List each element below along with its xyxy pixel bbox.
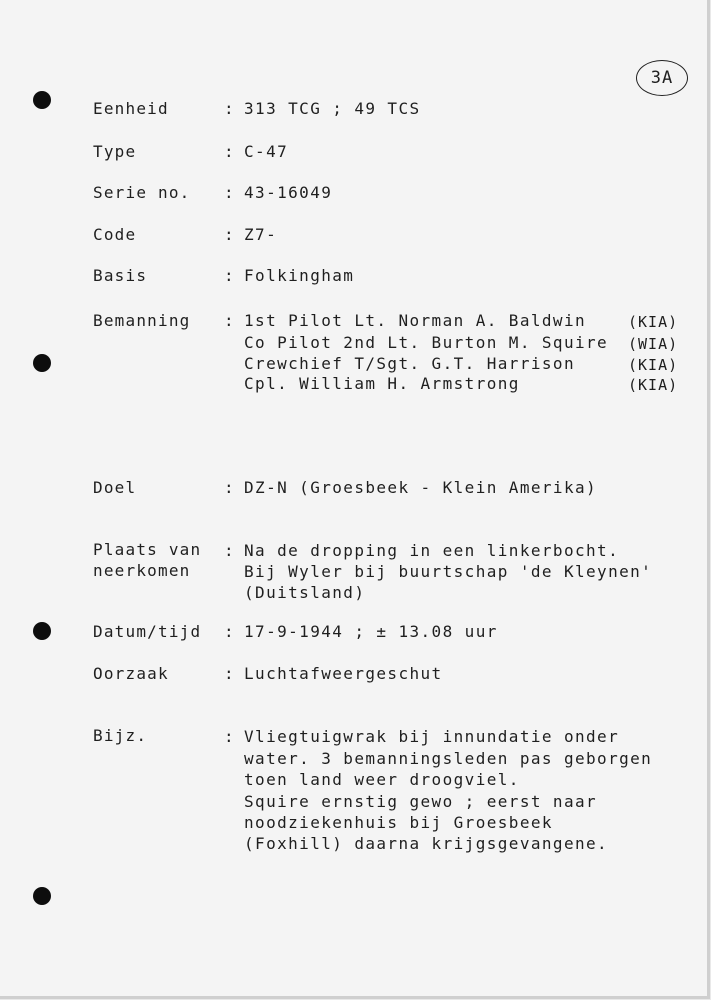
value-plaats-line: Bij Wyler bij buurtschap 'de Kleynen' xyxy=(244,562,653,581)
punch-hole xyxy=(33,622,51,640)
value-bijz-line: noodziekenhuis bij Groesbeek xyxy=(244,813,553,832)
colon: : xyxy=(224,727,234,746)
label-plaats-line1: Plaats van xyxy=(93,540,202,559)
value-bijz-line: toen land weer droogviel. xyxy=(244,770,520,789)
crew-status: (KIA) xyxy=(628,376,679,394)
colon: : xyxy=(224,99,234,118)
label-basis: Basis xyxy=(93,266,148,285)
value-doel: DZ-N (Groesbeek - Klein Amerika) xyxy=(244,478,598,497)
crew-member: Cpl. William H. Armstrong xyxy=(244,374,520,393)
label-datum: Datum/tijd xyxy=(93,622,202,641)
label-eenheid: Eenheid xyxy=(93,99,169,118)
value-type: C-47 xyxy=(244,142,289,161)
crew-member: 1st Pilot Lt. Norman A. Baldwin xyxy=(244,311,587,330)
label-plaats-line2: neerkomen xyxy=(93,561,191,580)
value-bijz-line: (Foxhill) daarna krijgsgevangene. xyxy=(244,834,609,853)
colon: : xyxy=(224,142,234,161)
label-oorzaak: Oorzaak xyxy=(93,664,169,683)
value-bijz-line: Vliegtuigwrak bij innundatie onder xyxy=(244,727,620,746)
crew-status: (KIA) xyxy=(628,313,679,331)
value-oorzaak: Luchtafweergeschut xyxy=(244,664,443,683)
crew-member: Crewchief T/Sgt. G.T. Harrison xyxy=(244,354,575,373)
colon: : xyxy=(224,541,234,560)
value-eenheid: 313 TCG ; 49 TCS xyxy=(244,99,421,118)
label-serie: Serie no. xyxy=(93,183,191,202)
colon: : xyxy=(224,478,234,497)
colon: : xyxy=(224,183,234,202)
value-code: Z7- xyxy=(244,225,278,244)
colon: : xyxy=(224,225,234,244)
crew-member: Co Pilot 2nd Lt. Burton M. Squire xyxy=(244,333,609,352)
punch-hole xyxy=(33,354,51,372)
colon: : xyxy=(224,311,234,330)
punch-hole xyxy=(33,91,51,109)
value-serie: 43-16049 xyxy=(244,183,333,202)
label-bemanning: Bemanning xyxy=(93,311,191,330)
value-basis: Folkingham xyxy=(244,266,355,285)
value-plaats-line: Na de dropping in een linkerbocht. xyxy=(244,541,620,560)
label-code: Code xyxy=(93,225,137,244)
crew-status: (WIA) xyxy=(628,335,679,353)
value-plaats-line: (Duitsland) xyxy=(244,583,366,602)
colon: : xyxy=(224,664,234,683)
label-bijz: Bijz. xyxy=(93,726,148,745)
label-type: Type xyxy=(93,142,137,161)
punch-hole xyxy=(33,887,51,905)
crew-status: (KIA) xyxy=(628,356,679,374)
value-bijz-line: Squire ernstig gewo ; eerst naar xyxy=(244,792,598,811)
colon: : xyxy=(224,622,234,641)
page-number-badge: 3A xyxy=(636,60,688,96)
value-bijz-line: water. 3 bemanningsleden pas geborgen xyxy=(244,749,653,768)
label-doel: Doel xyxy=(93,478,137,497)
value-datum: 17-9-1944 ; ± 13.08 uur xyxy=(244,622,498,641)
colon: : xyxy=(224,266,234,285)
